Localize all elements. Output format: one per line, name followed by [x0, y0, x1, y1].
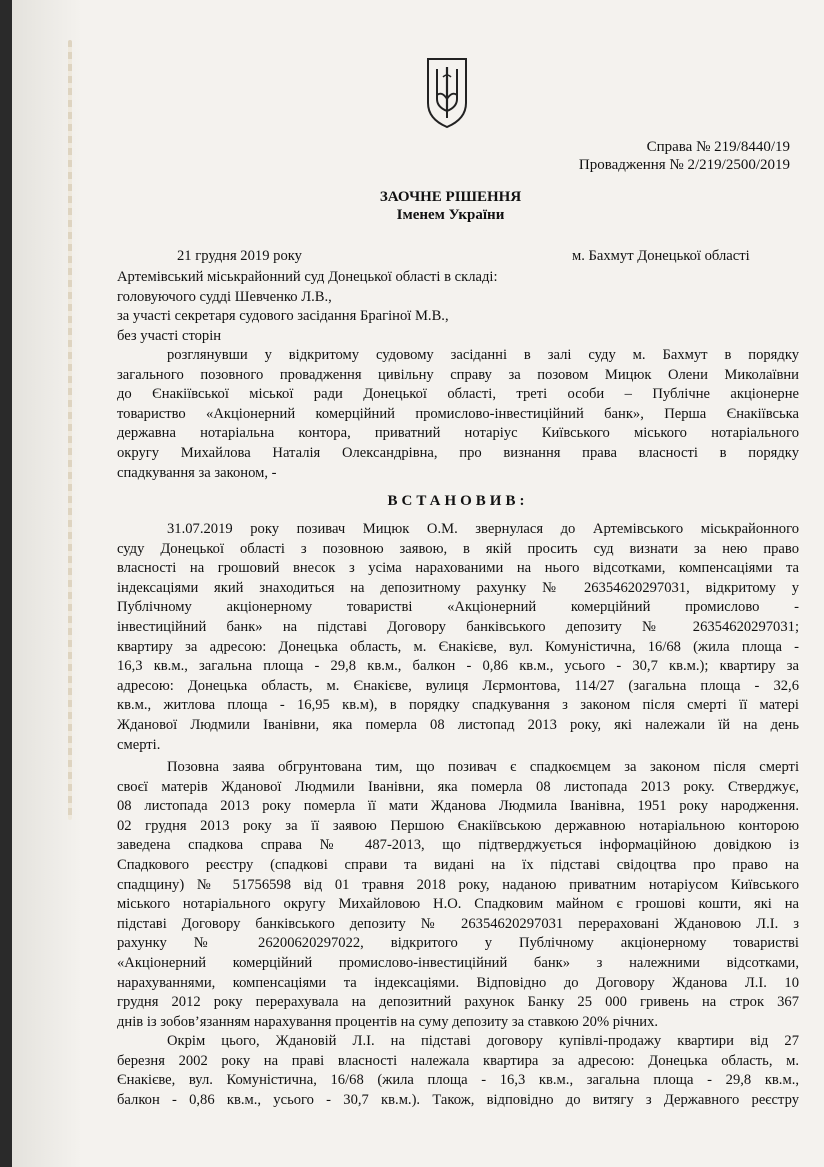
text-line: «Акціонерний комерційний промислово-інвестиційний банк» з належними відсотками,	[117, 954, 799, 971]
text-line: загального позовного провадження цивільну справу за позовом Мицюк Олени Миколаївни	[117, 366, 799, 383]
text-line: адресою: Донецька область, м. Єнакієве, вулиця Лєрмонтова, 114/27 (загальна площа - 32,6	[117, 677, 799, 694]
document-title	[12, 188, 824, 224]
text-line: Окрім цього, Ждановій Л.І. на підставі договору купівлі-продажу квартири від 27	[167, 1033, 799, 1049]
text-line: нарахуваннями, компенсаціями та індексаціями. Відповідно до Договору Жданова Л.І. 10	[117, 974, 799, 991]
parties-line: без участі сторін	[117, 327, 222, 344]
text-line: своєї матерів Жданової Людмили Іванівни, яка померла 08 листопада 2013 року. Стверджує,	[117, 778, 799, 795]
binding-thread	[68, 40, 72, 820]
proceeding-number: Провадження № 2/219/2500/2019	[578, 157, 790, 173]
text-line: інвестиційний банк» на підставі Договору банківського депозиту № 26354620297031;	[117, 618, 799, 635]
section-heading: ВСТАНОВИВ:	[387, 493, 529, 509]
document-page	[12, 0, 824, 1167]
text-line: спадкування за законом, -	[117, 464, 277, 481]
text-line: суду Донецької області з позовною заявою, в якій просить суд визнати за нею право	[117, 540, 799, 557]
court-line: Артемівський міськрайонний суд Донецької області в складі:	[117, 269, 498, 285]
text-line: кв.м., житлова площа - 16,95 кв.м), в порядку спадкування з законом після смерті її матері	[117, 697, 799, 714]
text-line: грудня 2012 року перерахувала на депозитний рахунок Банку 25 000 гривень на строк 367	[117, 994, 799, 1011]
title-line-2: Іменем України	[396, 207, 505, 223]
text-line: 02 грудня 2013 року за її заявою Першою Єнакіївською державною нотаріальною конторою	[117, 817, 799, 834]
text-line: 08 листопада 2013 року померла її мати Жданова Людмила Іванівна, 1951 року народження.	[117, 798, 799, 815]
text-line: Жданової Людмили Іванівни, яка померла 08 листопад 2013 року, які належали їй на день	[117, 716, 799, 733]
text-line: Спадкового реєстру (спадкові справи та видані на їх підставі свідоцтва про право на	[117, 856, 799, 873]
text-line: до Єнакіївської міської ради Донецької області, треті особи – Публічне акціонерне	[117, 386, 799, 403]
text-line: Позовна заява обгрунтована тим, що позивач є спадкоємцем за законом після смерті	[167, 759, 799, 775]
case-number: Справа № 219/8440/19	[646, 139, 790, 155]
text-line: округу Михайлова Наталія Олександрівна, про визнання права власності в порядку	[117, 444, 799, 461]
text-line: днів із зобов’язанням нарахування процентів на суму депозиту за ставкою 20% річних.	[117, 1013, 659, 1030]
text-line: товариство «Акціонерний комерційний промислово-інвестиційний банк», Перша Єнакіївська	[117, 405, 799, 422]
text-line: підставі Договору банківського депозиту № 26354620297031 перераховані Ждановою Л.І. з	[117, 915, 799, 932]
text-line: рахунку № 26200620297022, відкритого у Публічному акціонерному товаристві	[117, 935, 799, 952]
text-line: заведена спадкова справа № 487-2013, що підтверджується інформаційною довідкою із	[117, 837, 799, 854]
decision-date: 21 грудня 2019 року	[177, 248, 302, 264]
text-line: міського нотаріального округу Михайловою Н.О. Спадковим майном є грошові кошти, які на	[117, 896, 799, 913]
judge-line: головуючого судді Шевченко Л.В.,	[117, 288, 332, 305]
text-line: смерті.	[117, 736, 161, 753]
text-line: індексаціями який знаходиться на депозитному рахунку № 26354620297031, відкритому у	[117, 579, 799, 596]
secretary-line: за участі секретаря судового засідання Брагіної М.В.,	[117, 308, 449, 325]
case-info	[579, 138, 790, 174]
paragraph-grounds	[117, 758, 799, 1032]
title-line-1: ЗАОЧНЕ РІШЕННЯ	[379, 189, 522, 205]
text-line: спадщину) № 51756598 від 01 травня 2018 року, наданою приватним нотаріусом Київського	[117, 876, 799, 893]
text-line: 16,3 кв.м., загальна площа - 29,8 кв.м., балкон - 0,86 кв.м., усього - 30,7 кв.м.); квартиру за	[117, 658, 799, 675]
text-line: Публічному акціонерному товаристві «Акціонерний комерційний промислово -	[117, 599, 799, 616]
text-line: Єнакієве, вул. Комуністична, 16/68 (жила площа - 16,3 кв.м., загальна площа - 29,8 кв.м.,	[117, 1072, 799, 1089]
text-line: державна нотаріальна контора, приватний нотаріус Київського міського нотаріального	[117, 425, 799, 442]
text-line: балкон - 0,86 кв.м., усього - 30,7 кв.м.). Також, відповідно до витягу з Державного реєстру	[117, 1091, 799, 1108]
text-line: власності на грошовий внесок з усіма нарахованими на нього відсотками, компенсаціями та	[117, 560, 799, 577]
text-line: 31.07.2019 року позивач Мицюк О.М. звернулася до Артемівського міськрайонного	[167, 521, 799, 537]
text-line: квартиру за адресою: Донецька область, м. Єнакієве, вул. Комуністична, 16/68 (жила площа -	[117, 638, 799, 655]
text-line: березня 2002 року на праві власності належала квартира за адресою: Донецька область, м.	[117, 1052, 799, 1069]
coat-of-arms-icon	[425, 55, 469, 129]
intro-paragraph	[117, 346, 799, 483]
decision-place: м. Бахмут Донецької області	[572, 248, 750, 264]
court-composition	[117, 268, 799, 346]
text-line: розглянувши у відкритому судовому засіданні в залі суду м. Бахмут в порядку	[167, 347, 799, 363]
paragraph-claim	[117, 520, 799, 755]
paragraph-property	[117, 1032, 799, 1110]
